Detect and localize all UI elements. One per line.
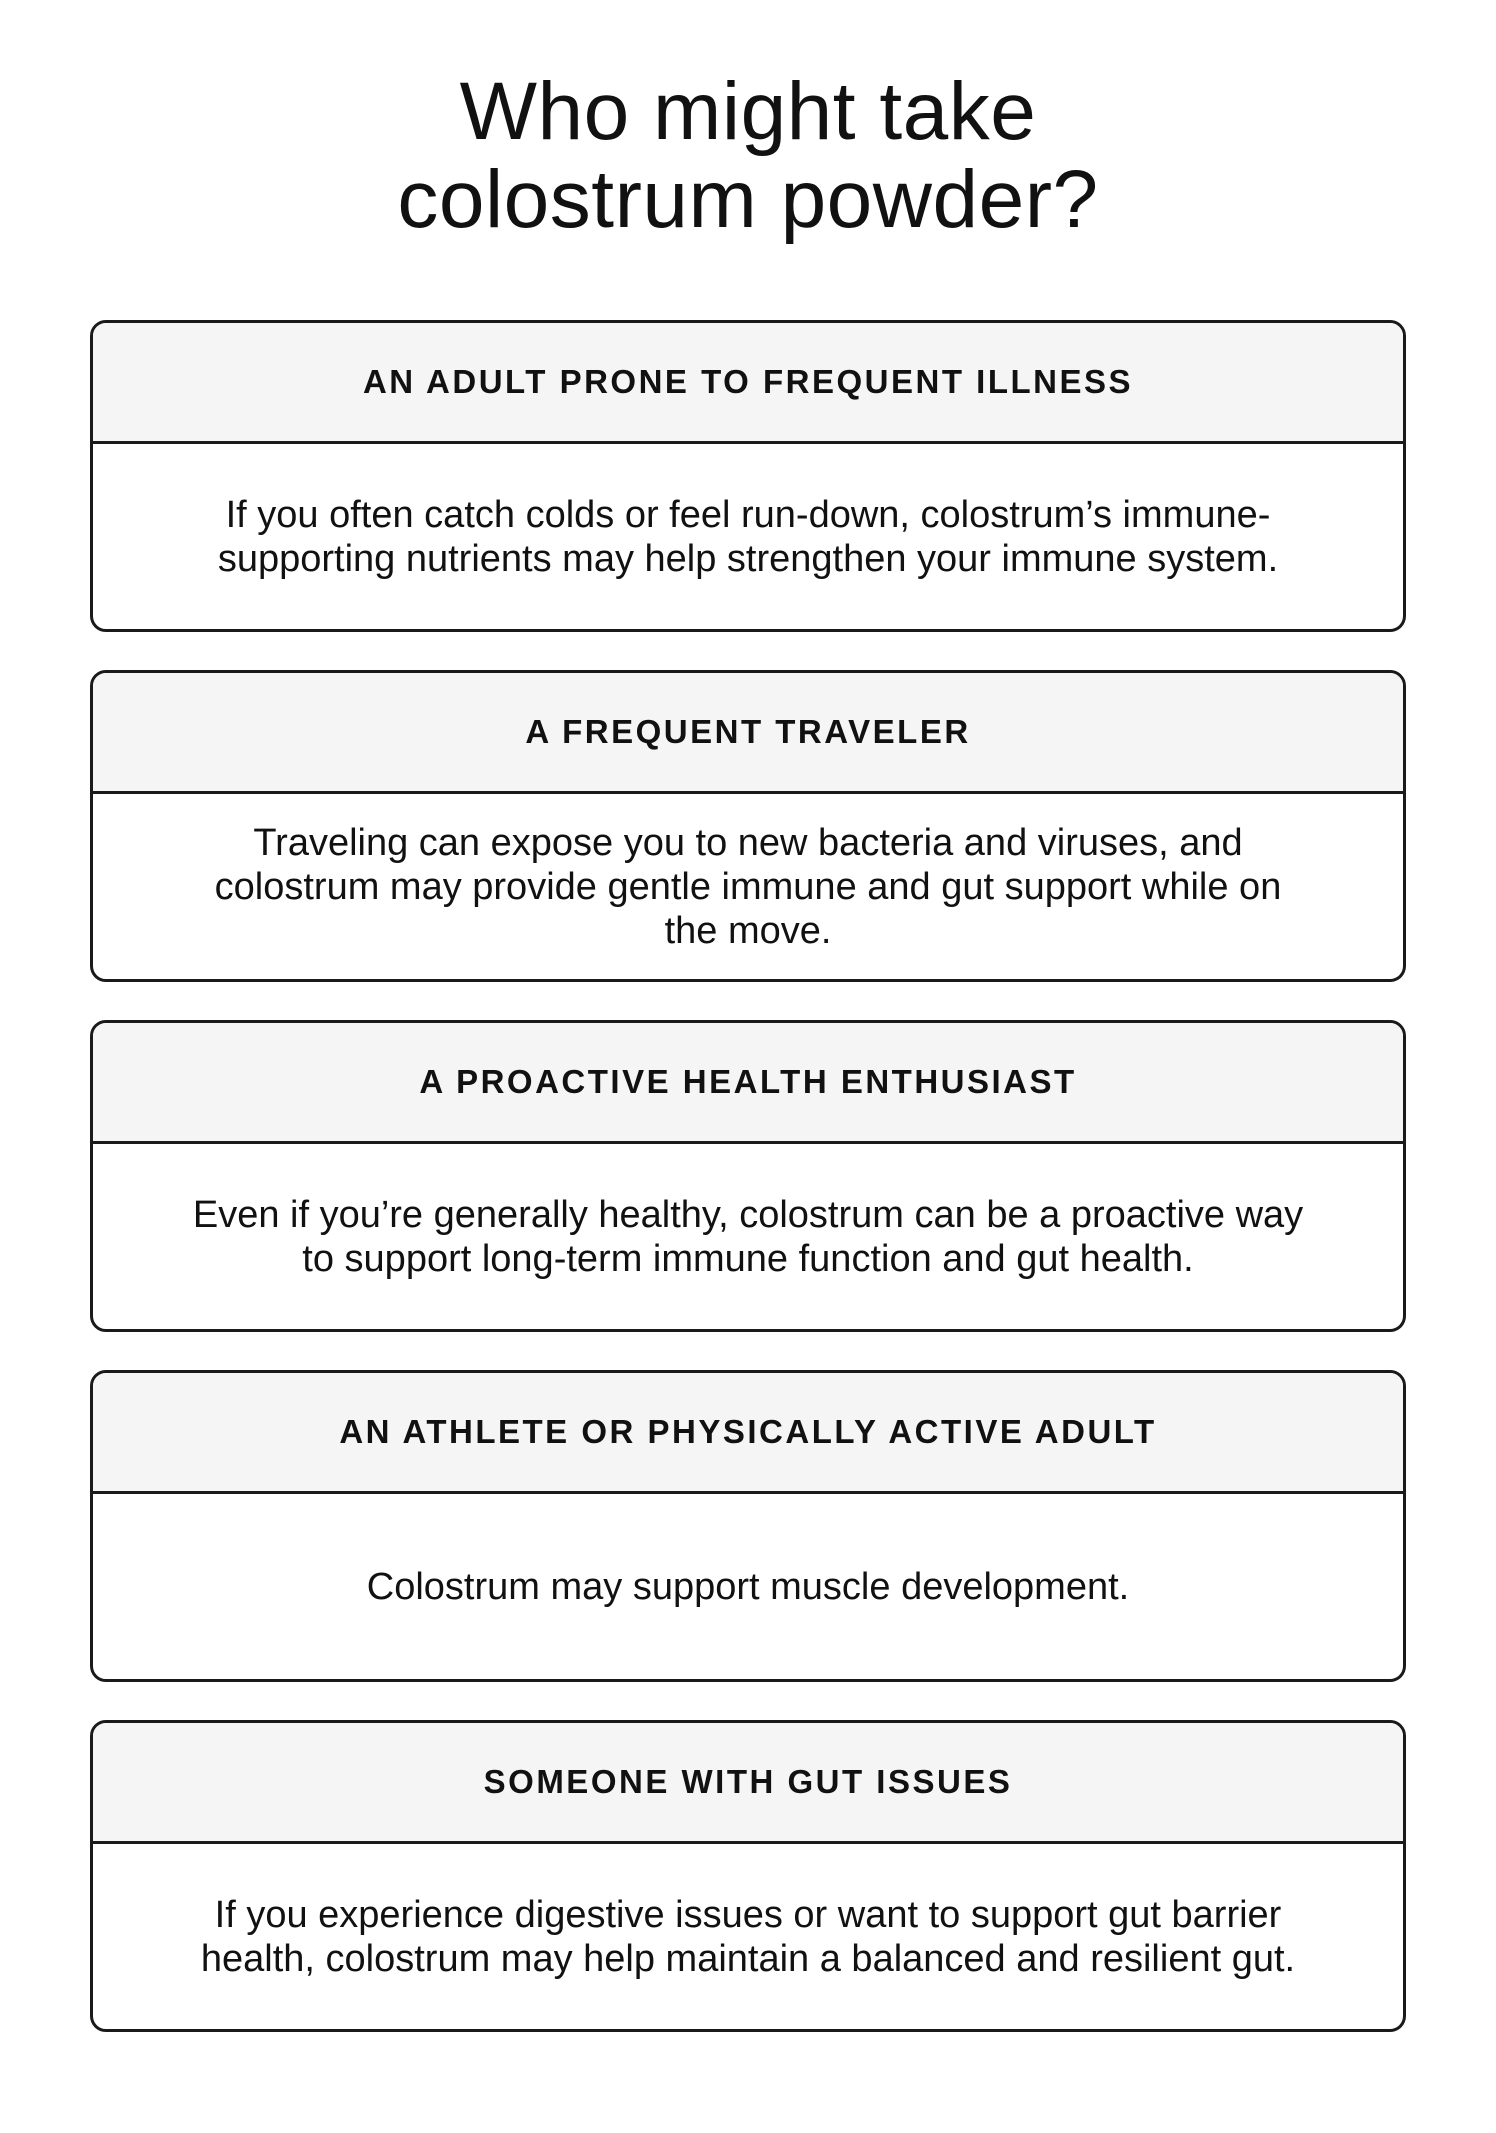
- card-heading: A PROACTIVE HEALTH ENTHUSIAST: [93, 1023, 1403, 1144]
- card-body: [93, 1144, 1403, 1329]
- card-body: [93, 444, 1403, 629]
- card-body: [93, 1494, 1403, 1679]
- page-title: [0, 68, 1496, 244]
- card-frequent-traveler: [90, 670, 1406, 982]
- card-description: Even if you’re generally healthy, colostrum can be a proactive way to support long-term immune function and gut health.: [192, 1193, 1304, 1280]
- page-title-line-1: Who might take: [459, 66, 1037, 157]
- card-athlete: [90, 1370, 1406, 1682]
- card-description: If you experience digestive issues or want to support gut barrier health, colostrum may help maintain a balanced and resilient gut.: [200, 1893, 1296, 1980]
- audience-card-list: [90, 320, 1406, 2032]
- card-gut-issues: [90, 1720, 1406, 2032]
- card-health-enthusiast: [90, 1020, 1406, 1332]
- card-heading: AN ADULT PRONE TO FREQUENT ILLNESS: [93, 323, 1403, 444]
- card-description: If you often catch colds or feel run-down, colostrum’s immune-supporting nutrients may help strengthen your immune system.: [217, 493, 1279, 580]
- card-body: [93, 794, 1403, 979]
- card-frequent-illness: [90, 320, 1406, 632]
- card-description: Traveling can expose you to new bacteria and viruses, and colostrum may provide gentle immune and gut support while on the move.: [214, 821, 1282, 952]
- card-body: [93, 1844, 1403, 2029]
- card-heading: AN ATHLETE OR PHYSICALLY ACTIVE ADULT: [93, 1373, 1403, 1494]
- page-title-line-2: colostrum powder?: [397, 154, 1099, 245]
- card-heading: A FREQUENT TRAVELER: [93, 673, 1403, 794]
- card-description: Colostrum may support muscle development.: [366, 1565, 1130, 1608]
- card-heading: SOMEONE WITH GUT ISSUES: [93, 1723, 1403, 1844]
